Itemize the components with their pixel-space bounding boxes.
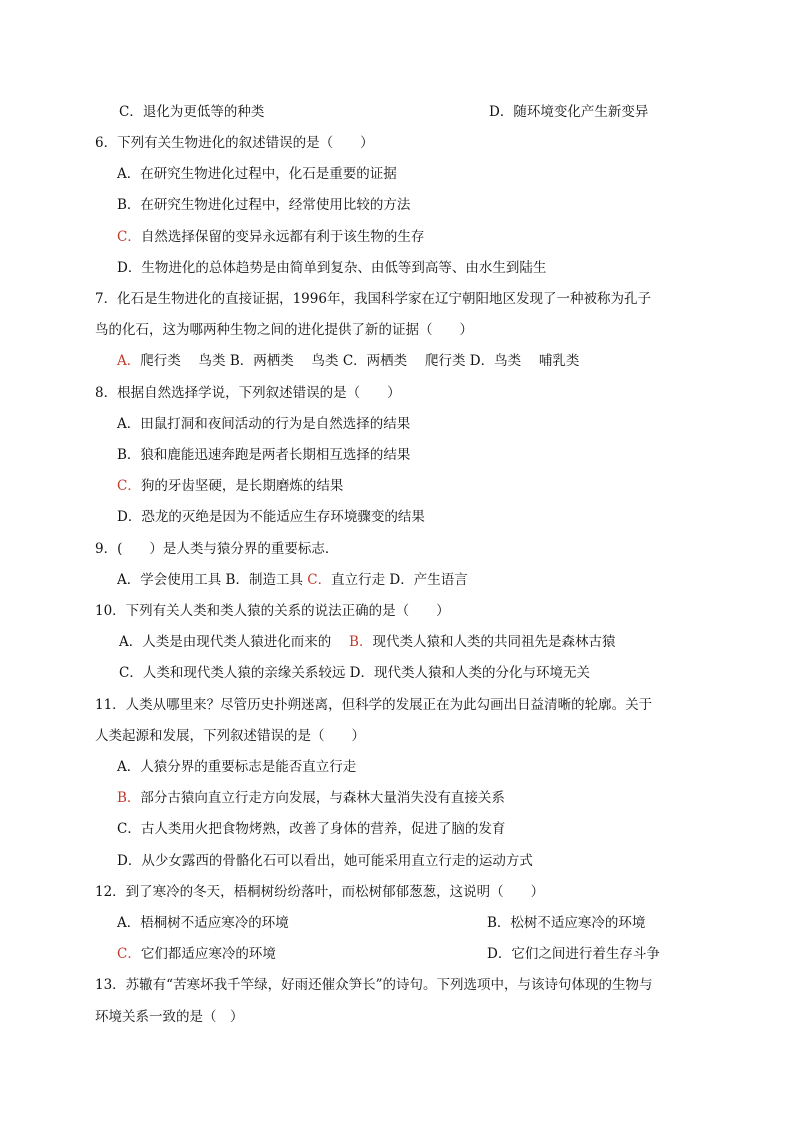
q10-options-ab bbox=[119, 633, 794, 651]
answer-letter: B． bbox=[349, 634, 373, 650]
option-c: C．退化为更低等的种类 bbox=[119, 104, 265, 120]
answer-letter: C． bbox=[117, 946, 141, 962]
q12-options-ab bbox=[117, 914, 794, 932]
q6-option-b: B．在研究生物进化过程中，经常使用比较的方法 bbox=[117, 197, 411, 213]
question-13-line2: 环境关系一致的是（ ） bbox=[95, 1009, 244, 1025]
option-a: A．人类是由现代类人猿进化而来的 bbox=[119, 634, 332, 650]
q11-option-b bbox=[117, 789, 794, 807]
question-9: 9．( ）是人类与猿分界的重要标志． bbox=[95, 541, 339, 557]
option-text: 爬行类 鸟类 B．两栖类 鸟类 C．两栖类 爬行类 D．鸟类 哺乳类 bbox=[140, 353, 580, 369]
q6-option-c bbox=[117, 228, 794, 246]
option-b: 现代类人猿和人类的共同祖先是森林古猿 bbox=[372, 634, 616, 650]
option-text: 狗的牙齿坚硬，是长期磨炼的结果 bbox=[140, 478, 344, 494]
answer-letter: A． bbox=[117, 353, 141, 369]
q11-option-d: D．从少女露西的骨骼化石可以看出，她可能采用直立行走的运动方式 bbox=[117, 853, 533, 869]
answer-letter: B． bbox=[117, 790, 141, 806]
question-6: 6．下列有关生物进化的叙述错误的是（ ） bbox=[95, 135, 374, 151]
q7-options bbox=[117, 352, 794, 370]
question-7-line1: 7．化石是生物进化的直接证据，1996年，我国科学家在辽宁朝阳地区发现了一种被称为孔子 bbox=[95, 291, 651, 307]
option-text: A．学会使用工具 B．制造工具 bbox=[117, 572, 308, 588]
question-8: 8．根据自然选择学说，下列叙述错误的是（ ） bbox=[95, 385, 401, 401]
option-text: 自然选择保留的变异永远都有利于该生物的生存 bbox=[140, 229, 425, 245]
q8-option-d: D．恐龙的灭绝是因为不能适应生存环境骤变的结果 bbox=[117, 509, 425, 525]
q9-options bbox=[117, 571, 794, 589]
question-13-line1: 13．苏辙有“苦寒坏我千竿绿，好雨还催众笋长”的诗句。下列选项中，与该诗句体现的生物与 bbox=[95, 977, 653, 993]
answer-letter: C． bbox=[117, 229, 141, 245]
question-11-line2: 人类起源和发展，下列叙述错误的是（ ） bbox=[95, 728, 365, 744]
answer-letter: C． bbox=[117, 478, 141, 494]
question-7-line2: 鸟的化石，这为哪两种生物之间的进化提供了新的证据（ ） bbox=[95, 322, 473, 338]
q11-option-c: C．古人类用火把食物烤熟，改善了身体的营养，促进了脑的发育 bbox=[117, 821, 506, 837]
option-c: 它们都适应寒冷的环境 bbox=[140, 946, 276, 962]
option-d: D．它们之间进行着生存斗争 bbox=[487, 946, 660, 962]
q11-option-a: A．人猿分界的重要标志是能否直立行走 bbox=[117, 759, 357, 775]
q12-options-cd bbox=[117, 945, 794, 963]
q6-option-a: A．在研究生物进化过程中，化石是重要的证据 bbox=[117, 166, 397, 182]
option-text: 部分古猿向直立行走方向发展，与森林大量消失没有直接关系 bbox=[140, 790, 505, 806]
option-text: 直立行走 D．产生语言 bbox=[331, 572, 468, 588]
option-a: A．梧桐树不适应寒冷的环境 bbox=[117, 915, 289, 931]
answer-letter: C． bbox=[307, 572, 332, 588]
question-12: 12．到了寒冷的冬天，梧桐树纷纷落叶，而松树郁郁葱葱，这说明（ ） bbox=[95, 884, 545, 900]
question-11-line1: 11．人类从哪里来？尽管历史扑朔迷离，但科学的发展正在为此勾画出日益清晰的轮廓。关于 bbox=[95, 697, 653, 713]
q5-options-cd bbox=[119, 103, 794, 121]
q6-option-d: D．生物进化的总体趋势是由简单到复杂、由低等到高等、由水生到陆生 bbox=[117, 260, 547, 276]
q8-option-a: A．田鼠打洞和夜间活动的行为是自然选择的结果 bbox=[117, 416, 411, 432]
option-b: B．松树不适应寒冷的环境 bbox=[487, 915, 646, 931]
q8-option-b: B．狼和鹿能迅速奔跑是两者长期相互选择的结果 bbox=[117, 447, 411, 463]
q8-option-c bbox=[117, 477, 794, 495]
option-d: D．随环境变化产生新变异 bbox=[489, 104, 649, 120]
question-10: 10．下列有关人类和类人猿的关系的说法正确的是（ ） bbox=[95, 603, 450, 619]
q10-options-cd: C．人类和现代类人猿的亲缘关系较远 D．现代类人猿和人类的分化与环境无关 bbox=[119, 665, 590, 681]
